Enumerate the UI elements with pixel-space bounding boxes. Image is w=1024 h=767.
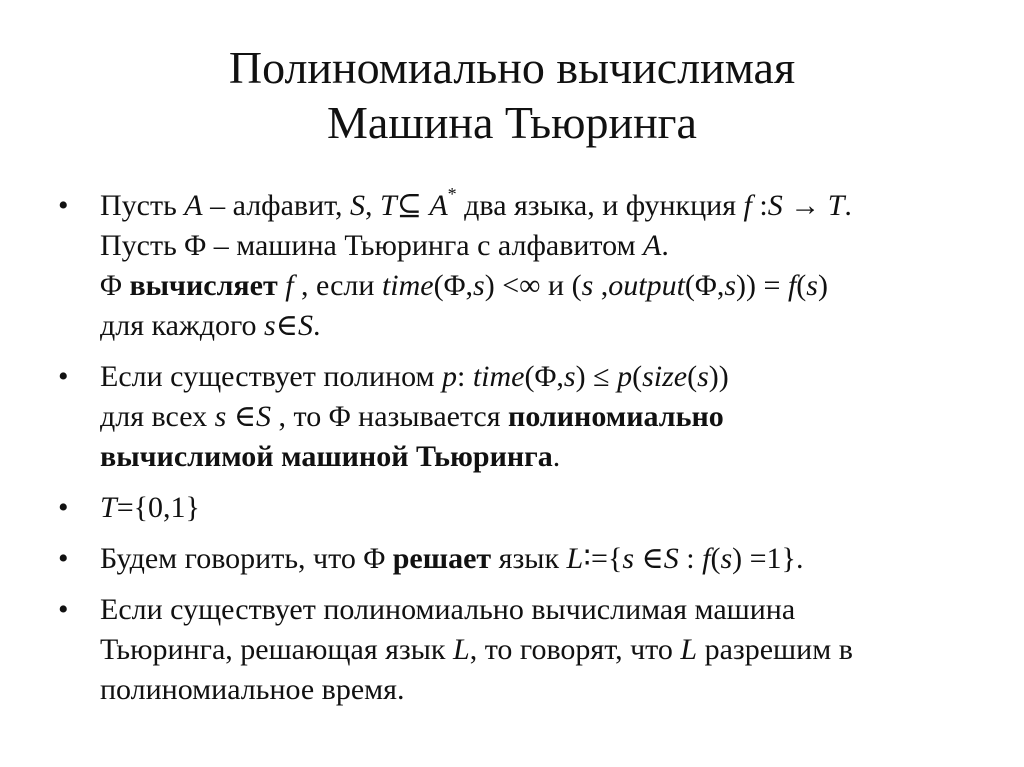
bullet-5-line-2 xyxy=(100,630,988,670)
text: )) = xyxy=(736,269,788,302)
var-A: A xyxy=(643,229,662,262)
title-line-1: Полиномиально вычислимая xyxy=(228,42,796,93)
bullet-2-line-1 xyxy=(100,357,988,397)
var-L: L xyxy=(566,542,584,575)
var-A: A xyxy=(429,189,448,222)
element-of-symbol: ∈ xyxy=(275,309,298,342)
bullet-1-line-3 xyxy=(100,266,988,306)
slide-title xyxy=(0,40,1024,150)
var-A: A xyxy=(184,189,203,222)
var-s: s xyxy=(563,360,576,393)
func-size: size xyxy=(642,360,688,393)
text: : xyxy=(678,542,703,575)
text: (Φ, xyxy=(433,269,474,302)
text: разрешим в xyxy=(697,633,853,666)
text: : xyxy=(457,360,473,393)
var-L: L xyxy=(453,633,470,666)
bullet-5-line-3 xyxy=(100,670,988,710)
kleene-star: * xyxy=(447,184,457,204)
bullet-1-line-1 xyxy=(100,186,988,226)
text: язык xyxy=(491,542,567,575)
var-f: f xyxy=(743,189,752,222)
text: для каждого xyxy=(100,309,265,342)
text: Φ xyxy=(100,269,130,302)
var-S: S xyxy=(256,400,272,433)
var-f: f xyxy=(702,542,711,575)
bold-term: полиномиально xyxy=(508,400,724,433)
text: полиномиальное время. xyxy=(100,673,405,706)
element-of-symbol: ∈ xyxy=(634,542,664,575)
subset-symbol: ⊆ xyxy=(396,189,422,222)
text: (Φ, xyxy=(684,269,725,302)
var-s: s xyxy=(622,542,635,575)
title-line-2: Машина Тьюринга xyxy=(327,97,697,148)
bullet-item-4 xyxy=(58,539,988,579)
bullet-item-1 xyxy=(58,186,988,346)
arrow-symbol: → xyxy=(782,189,828,222)
text: ) <∞ и ( xyxy=(484,269,582,302)
var-s: s xyxy=(581,269,594,302)
bullet-1-line-2 xyxy=(100,226,988,266)
var-s: s xyxy=(806,269,818,302)
bullet-icon: • xyxy=(58,189,69,222)
text: : xyxy=(751,189,768,222)
text: для всех xyxy=(100,400,215,433)
var-p: p xyxy=(617,360,633,393)
func-time: time xyxy=(472,360,525,393)
text: ) ≤ xyxy=(575,360,618,393)
var-S: S xyxy=(350,189,365,222)
bullet-icon: • xyxy=(58,593,69,626)
element-of-symbol: ∈ xyxy=(226,400,257,433)
bullet-icon: • xyxy=(58,360,69,393)
text: )) xyxy=(708,360,729,393)
text: ) xyxy=(817,269,828,302)
text: . xyxy=(661,229,669,262)
var-s: s xyxy=(264,309,276,342)
text: ( xyxy=(687,360,698,393)
bullet-1-line-4 xyxy=(100,306,988,346)
var-s: s xyxy=(720,542,733,575)
bullet-3-line-1 xyxy=(100,488,988,528)
text: , то Φ называется xyxy=(271,400,509,433)
var-S: S xyxy=(297,309,313,342)
var-L: L xyxy=(680,633,698,666)
text: ∶={ xyxy=(583,542,623,575)
var-s: s xyxy=(697,360,709,393)
bold-term: вычислимой машиной Тьюринга xyxy=(100,440,553,473)
text: ={0,1} xyxy=(116,491,200,524)
func-output: output xyxy=(608,269,685,302)
bullet-icon: • xyxy=(58,542,69,575)
text: два языка, и функция xyxy=(456,189,744,222)
var-T: T xyxy=(100,491,117,524)
bold-term: вычисляет xyxy=(129,269,278,302)
text: ) =1}. xyxy=(732,542,804,575)
text: Если существует полином xyxy=(100,360,442,393)
text: , xyxy=(365,189,380,222)
text: ( xyxy=(796,269,807,302)
text: . xyxy=(844,189,852,222)
bullet-2-line-3 xyxy=(100,437,988,477)
func-time: time xyxy=(381,269,434,302)
var-s: s xyxy=(473,269,485,302)
bullet-4-line-1 xyxy=(100,539,988,579)
text: , если xyxy=(293,269,382,302)
text: Будем говорить, что Φ xyxy=(100,542,393,575)
var-T: T xyxy=(380,189,397,222)
text: (Φ, xyxy=(524,360,564,393)
var-S: S xyxy=(767,189,783,222)
bold-term: решает xyxy=(392,542,492,575)
var-f: f xyxy=(787,269,797,302)
bullet-icon: • xyxy=(58,491,69,524)
text: Тьюринга, решающая язык xyxy=(100,633,453,666)
var-p: p xyxy=(442,360,457,393)
text: ( xyxy=(632,360,643,393)
text: Пусть Φ – машина Тьюринга с алфавитом xyxy=(100,229,644,262)
text: . xyxy=(552,440,561,473)
var-S: S xyxy=(663,542,679,575)
var-f: f xyxy=(285,269,294,302)
bullet-item-5 xyxy=(58,590,988,710)
text: ( xyxy=(710,542,721,575)
text: Пусть xyxy=(100,189,185,222)
var-s: s xyxy=(724,269,737,302)
text: , xyxy=(593,269,609,302)
bullet-item-2 xyxy=(58,357,988,477)
text: – алфавит, xyxy=(202,189,350,222)
bullet-list xyxy=(58,186,988,721)
var-s: s xyxy=(214,400,227,433)
text: . xyxy=(312,309,321,342)
text: Если существует полиномиально вычислимая машина xyxy=(100,593,796,626)
text: , то говорят, что xyxy=(469,633,681,666)
var-T: T xyxy=(827,189,845,222)
bullet-5-line-1 xyxy=(100,590,988,630)
bullet-2-line-2 xyxy=(100,397,988,437)
bullet-item-3 xyxy=(58,488,988,528)
